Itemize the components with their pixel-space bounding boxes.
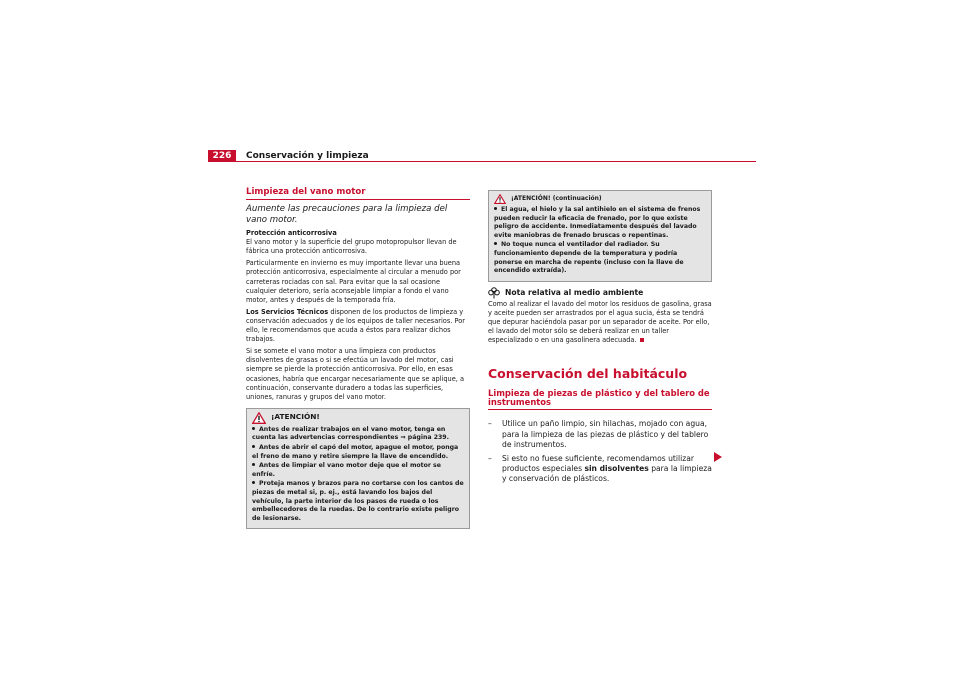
section-title: Limpieza del vano motor [246,188,470,200]
warning-header [247,409,469,426]
warning-item-text: El agua, el hielo y la sal antihielo en el sistema de frenos pueden reducir la eficacia de frenado, por lo que existe peligro de accidente. Inmediatamente después del lavado evite maniobras de frenado bruscas o repentinas. [494,206,701,239]
warning-list [489,206,711,281]
warning-item-text: Antes de limpiar el vano motor deje que el motor se enfríe. [252,462,441,478]
warning-title: ¡ATENCIÓN! (continuación) [511,194,602,202]
subheading: Protección anticorrosiva [246,229,337,238]
dash-symbol: – [488,419,492,429]
warning-item [252,462,464,479]
warning-item [494,241,706,275]
bullet-icon [494,242,497,245]
warning-item-text: Antes de abrir el capó del motor, apague el motor, ponga el freno de mano y retire siempre la llave de encendido. [252,443,459,460]
header-rule [208,161,756,162]
warning-item-text: Proteja manos y brazos para no cortarse con los cantos de piezas de metal si, p. ej., está lavando los bajos del vehículo, la parte interior de los pasos de rueda o los embellecedores de la ruedas. De lo contrario existe peligro de lesionarse. [252,480,464,522]
bullet-icon [494,207,497,210]
dash-text-bold: sin disolventes [584,464,649,474]
next-page-arrow-icon [714,452,722,462]
warning-header [489,191,711,206]
warning-box-continued [488,190,712,282]
warning-item [494,206,706,240]
dash-item-text: Utilice un paño limpio, sin hilachas, mojado con agua, para la limpieza de las piezas de plástico y del tablero de instrumentos. [502,419,709,450]
environment-note-header [488,287,712,299]
environment-note-body: Como al realizar el lavado del motor los residuos de gasolina, grasa y aceite pueden ser arrastrados por el agua sucia, ésta se tendrá que depurar haciéndola pasar por un separador de aceite. Por ello, el lavado del motor sólo se deberá realizar en un taller especializado o en una gasolinera adecuada. [488,299,712,345]
running-title: Conservación y limpieza [246,151,369,161]
warning-item-text: Antes de realizar trabajos en el vano motor, tenga en cuenta las advertencias correspondientes ⇒ página 239. [252,425,449,442]
main-heading: Conservación del habitáculo [488,366,688,382]
end-of-section-icon [640,338,644,342]
environment-note-text [488,300,712,345]
dash-item-text [502,454,712,485]
dash-text-part: Si esto no fuese suficiente, recomendamos utilizar productos especiales [502,453,694,474]
paragraph-text: disponen de los productos de limpieza y conservación adecuados y de los equipos de taller necesarios. Por ello, le recomendamos que acuda a éstos para realizar dichos trabajos. [246,307,465,344]
warning-item [252,426,464,443]
dash-symbol: – [488,453,492,463]
left-column [246,188,470,529]
warning-triangle-icon [252,412,266,424]
bullet-icon [252,481,255,484]
warning-triangle-icon [494,194,506,204]
page-number: 226 [208,150,236,162]
warning-item [252,480,464,523]
dash-item [488,419,712,450]
bold-term: Los Servicios Técnicos [246,307,329,316]
bullet-icon [252,427,255,430]
flower-environment-icon [488,287,500,299]
lead-text: Aumente las precauciones para la limpieza del vano motor. [246,204,448,226]
paragraph [246,308,470,344]
bullet-icon [252,463,255,466]
paragraph: El vano motor y la superficie del grupo motopropulsor llevan de fábrica una protección anticorrosiva. [246,238,457,256]
warning-title: ¡ATENCIÓN! [271,412,320,422]
sub-heading: Limpieza de piezas de plástico y del tablero de instrumentos [488,389,712,410]
warning-list [247,426,469,529]
warning-item-text: No toque nunca el ventilador del radiador. Su funcionamiento depende de la temperatura y podría ponerse en marcha de repente (incluso con la llave de encendido extraída). [494,241,684,275]
warning-item [252,444,464,461]
paragraph: Si se somete el vano motor a una limpieza con productos disolventes de grasas o si se efectúa un lavado del motor, casi siempre se pierde la protección anticorrosiva. Por ello, en esas ocasiones, habría que encargar necesariamente que se aplique, a continuación, conservante duradero a todas las superficies, uniones, ranuras y grupos del vano motor. [246,347,465,401]
dash-item [488,454,712,485]
paragraph: Particularmente en invierno es muy importante llevar una buena protección anticorrosiva, especialmente al circular a menudo por carreteras rociadas con sal. Para evitar que la sal ocasione cualquier deterioro, sería aconsejable limpiar a fondo el vano motor, antes y después de la temporada fría. [246,259,461,304]
warning-box [246,408,470,530]
environment-note-title: Nota relativa al medio ambiente [505,288,644,298]
dash-text-part: para la limpieza y conservación de plásticos. [502,464,712,484]
bullet-icon [252,445,255,448]
right-column [488,190,712,488]
